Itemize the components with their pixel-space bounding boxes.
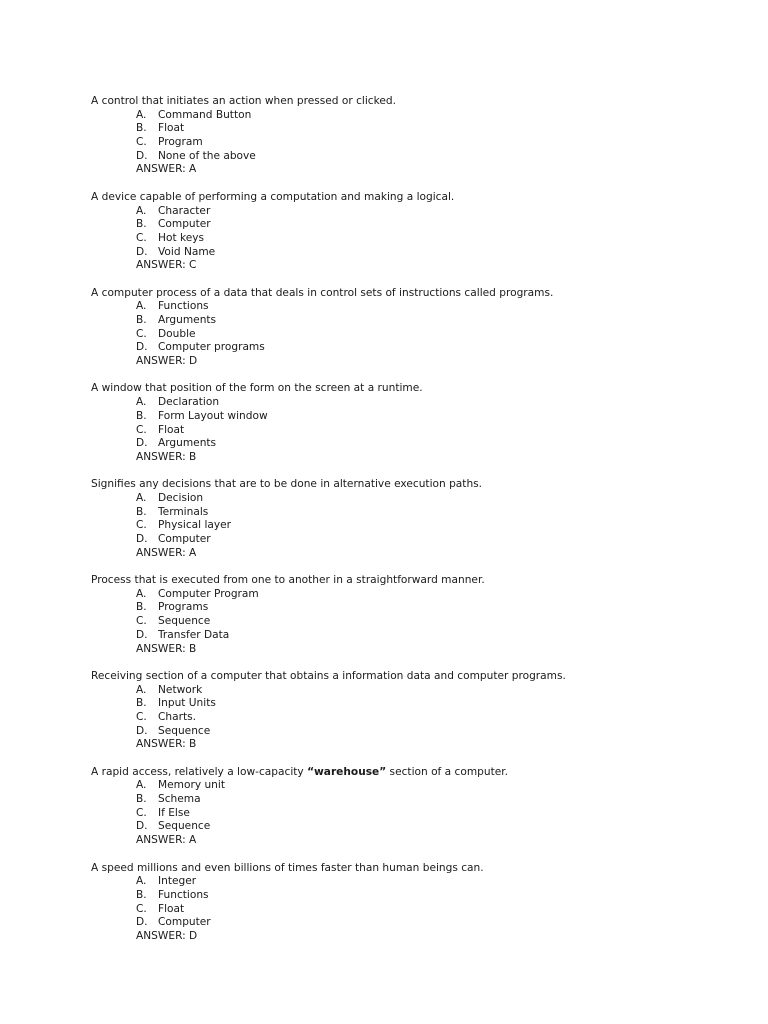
option-letter: D. [136, 916, 148, 929]
option-text: Input Units [158, 697, 216, 710]
question-stem-emphasis: “warehouse” [307, 765, 387, 778]
option-letter: C. [136, 710, 147, 723]
option-item [91, 232, 731, 246]
option-list [91, 205, 731, 260]
option-list [91, 684, 731, 739]
option-text: Hot keys [158, 231, 205, 244]
option-letter: C. [136, 519, 147, 532]
answer-line: ANSWER: B [136, 738, 197, 751]
option-text: Computer Program [158, 587, 259, 600]
question-stem [91, 574, 731, 588]
answer-line: ANSWER: A [136, 163, 197, 176]
option-letter: D. [136, 724, 148, 737]
option-text: Charts. [158, 710, 196, 723]
question-stem-text: Signifies any decisions that are to be done in alternative execution paths. [91, 478, 483, 491]
option-item [91, 889, 731, 903]
question-stem [91, 287, 731, 301]
question-stem [91, 766, 731, 780]
option-item [91, 424, 731, 438]
option-text: Computer [158, 533, 211, 545]
option-letter: B. [136, 601, 147, 614]
option-item [91, 122, 731, 136]
option-text: Double [158, 327, 196, 340]
option-letter: D. [136, 628, 148, 641]
option-item [91, 601, 731, 615]
option-text: Float [158, 423, 185, 436]
question-stem-text: A control that initiates an action when pressed or clicked. [91, 95, 396, 107]
option-letter: C. [136, 902, 147, 915]
question-list [91, 95, 731, 957]
option-text: Terminals [158, 505, 209, 518]
option-text: If Else [158, 806, 190, 819]
question-stem [91, 382, 731, 396]
option-item [91, 246, 731, 260]
option-letter: D. [136, 820, 148, 833]
answer-line: ANSWER: A [136, 834, 197, 847]
option-item [91, 779, 731, 793]
option-text: Float [158, 902, 185, 915]
option-letter: A. [136, 396, 147, 409]
option-item [91, 615, 731, 629]
question-stem-text: A window that position of the form on the screen at a runtime. [91, 382, 423, 395]
answer-line: ANSWER: C [136, 259, 197, 272]
option-text: Decision [158, 491, 204, 504]
option-letter: B. [136, 697, 147, 710]
option-list [91, 875, 731, 930]
option-text: Declaration [158, 396, 220, 409]
option-text: Schema [158, 793, 201, 806]
option-text: Sequence [158, 615, 211, 628]
option-letter: A. [136, 683, 147, 696]
option-text: Functions [158, 300, 209, 313]
answer-line: ANSWER: A [136, 546, 197, 559]
option-text: None of the above [158, 149, 256, 162]
option-item [91, 725, 731, 739]
option-item [91, 875, 731, 889]
option-text: Integer [158, 875, 197, 888]
option-text: Form Layout window [158, 409, 268, 422]
option-letter: B. [136, 122, 147, 135]
option-item [91, 341, 731, 355]
question-item [91, 862, 731, 944]
option-list [91, 492, 731, 547]
option-letter: A. [136, 875, 147, 888]
option-letter: D. [136, 149, 148, 162]
option-text: Arguments [158, 314, 217, 326]
option-letter: A. [136, 779, 147, 792]
question-stem-text: A computer process of a data that deals in control sets of instructions called programs. [91, 286, 554, 299]
option-text: Sequence [158, 724, 211, 737]
option-list [91, 779, 731, 834]
option-letter: C. [136, 136, 147, 149]
option-item [91, 697, 731, 711]
answer-line: ANSWER: B [136, 450, 197, 463]
question-stem [91, 95, 731, 109]
option-item [91, 300, 731, 314]
option-item [91, 519, 731, 533]
option-item [91, 109, 731, 123]
question-item [91, 574, 731, 656]
question-item [91, 478, 731, 560]
option-text: Computer programs [158, 341, 265, 354]
option-item [91, 684, 731, 698]
option-letter: A. [136, 587, 147, 600]
option-item [91, 588, 731, 602]
option-text: Sequence [158, 820, 211, 833]
option-item [91, 903, 731, 917]
option-list [91, 109, 731, 164]
question-stem-text: A device capable of performing a computation and making a logical. [91, 190, 455, 203]
option-text: Physical layer [158, 519, 232, 532]
option-text: Program [158, 136, 203, 149]
answer-line: ANSWER: D [136, 929, 198, 942]
option-item [91, 793, 731, 807]
option-text: Functions [158, 888, 209, 901]
question-item [91, 766, 731, 848]
question-stem [91, 862, 731, 876]
option-item [91, 820, 731, 834]
option-text: Memory unit [158, 779, 225, 792]
option-letter: D. [136, 245, 148, 258]
question-stem-text: Process that is executed from one to another in a straightforward manner. [91, 574, 485, 587]
option-letter: A. [136, 204, 147, 217]
option-text: Computer [158, 916, 211, 929]
option-item [91, 218, 731, 232]
option-item [91, 205, 731, 219]
option-letter: D. [136, 533, 148, 545]
question-stem [91, 478, 731, 492]
question-item [91, 191, 731, 273]
option-text: Float [158, 122, 185, 135]
option-letter: B. [136, 314, 147, 326]
option-text: Arguments [158, 437, 217, 450]
option-letter: B. [136, 505, 147, 518]
option-letter: B. [136, 793, 147, 806]
option-letter: A. [136, 108, 147, 121]
option-text: Transfer Data [158, 628, 230, 641]
option-letter: B. [136, 409, 147, 422]
option-letter: D. [136, 341, 148, 354]
option-letter: C. [136, 423, 147, 436]
question-item [91, 287, 731, 369]
option-letter: C. [136, 231, 147, 244]
question-stem-text: Receiving section of a computer that obtains a information data and computer programs. [91, 669, 566, 682]
question-stem [91, 670, 731, 684]
option-list [91, 396, 731, 451]
option-item [91, 629, 731, 643]
option-letter: C. [136, 615, 147, 628]
option-letter: C. [136, 327, 147, 340]
option-item [91, 396, 731, 410]
option-item [91, 916, 731, 930]
option-letter: A. [136, 300, 147, 313]
question-item [91, 382, 731, 464]
option-list [91, 588, 731, 643]
option-letter: D. [136, 437, 148, 450]
option-text: Command Button [158, 108, 252, 121]
answer-line: ANSWER: D [136, 355, 198, 368]
question-stem [91, 191, 731, 205]
option-text: Computer [158, 218, 211, 231]
question-item [91, 95, 731, 177]
option-text: Network [158, 683, 203, 696]
option-letter: B. [136, 218, 147, 231]
option-item [91, 492, 731, 506]
option-item [91, 328, 731, 342]
option-item [91, 711, 731, 725]
option-list [91, 300, 731, 355]
option-item [91, 807, 731, 821]
question-item [91, 670, 731, 752]
option-letter: C. [136, 806, 147, 819]
option-item [91, 150, 731, 164]
option-text: Programs [158, 601, 209, 614]
option-text: Character [158, 204, 211, 217]
question-stem-text-end: section of a computer. [386, 765, 508, 778]
option-item [91, 506, 731, 520]
option-item [91, 533, 731, 547]
option-letter: A. [136, 491, 147, 504]
question-stem-text: A rapid access, relatively a low-capacity [91, 765, 308, 778]
answer-line: ANSWER: B [136, 642, 197, 655]
option-item [91, 437, 731, 451]
option-item [91, 314, 731, 328]
option-item [91, 410, 731, 424]
question-stem-text: A speed millions and even billions of times faster than human beings can. [91, 861, 484, 874]
option-text: Void Name [158, 245, 216, 258]
option-item [91, 136, 731, 150]
option-letter: B. [136, 888, 147, 901]
